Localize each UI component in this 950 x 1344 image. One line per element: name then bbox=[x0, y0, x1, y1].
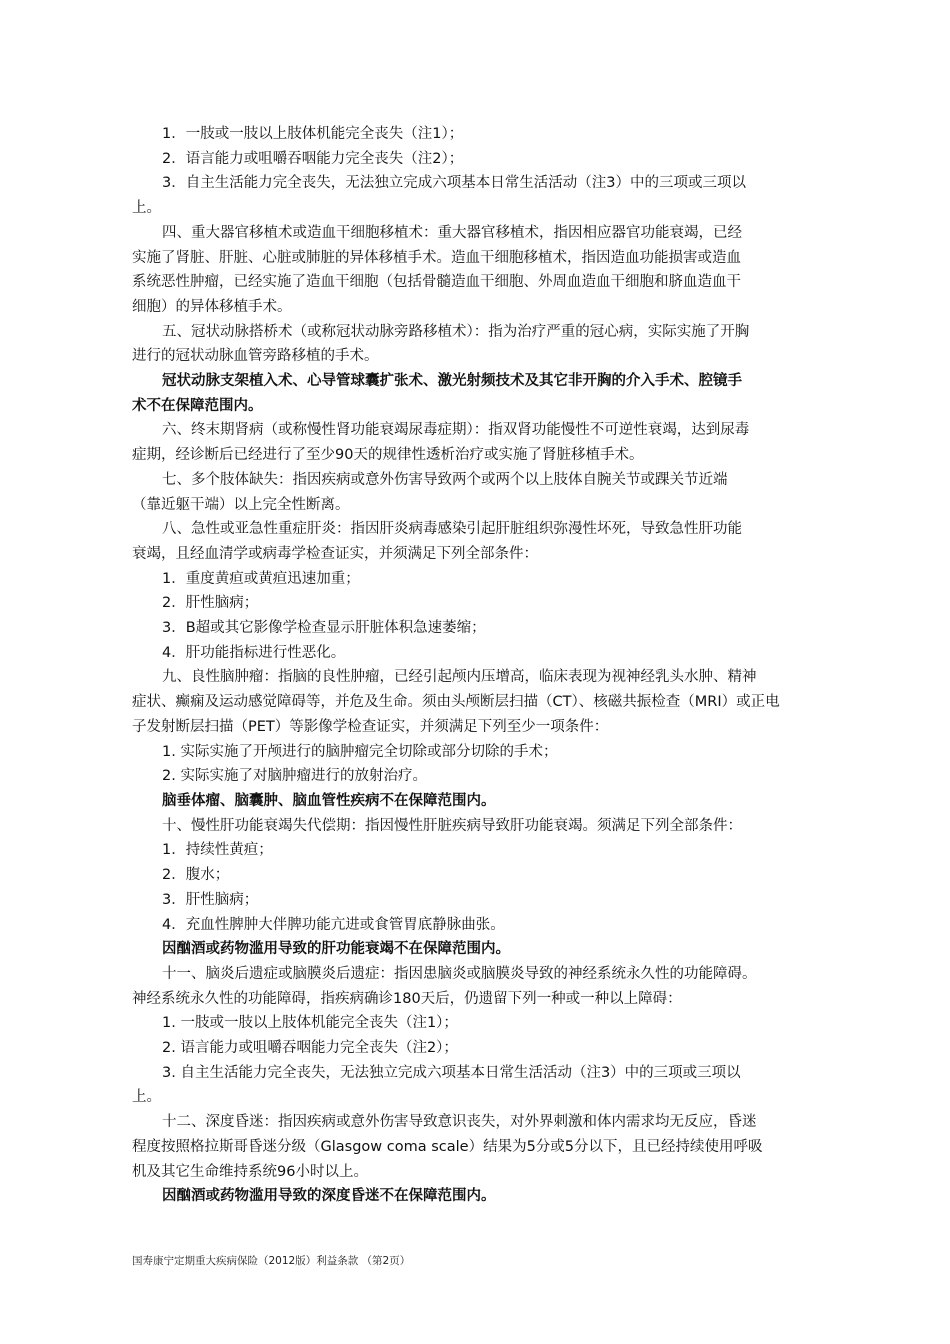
clause-text-line: 程度按照格拉斯哥昏迷分级（Glasgow coma scale）结果为5分或5分以下，且已经持续使用呼吸 bbox=[132, 1138, 763, 1155]
clause-text-line: 子发射断层扫描（PET）等影像学检查证实，并须满足下列至少一项条件： bbox=[132, 718, 609, 735]
clause-text-line: 八、急性或亚急性重症肝炎：指因肝炎病毒感染引起肝脏组织弥漫性坏死，导致急性肝功能 bbox=[162, 521, 742, 538]
clause-text-line: 3. 自主生活能力完全丧失，无法独立完成六项基本日常生活活动（注3）中的三项或三项以 bbox=[162, 1064, 741, 1081]
exclusion-note-line: 术不在保障范围内。 bbox=[132, 397, 263, 414]
clause-text-line: 2. 语言能力或咀嚼吞咽能力完全丧失（注2）； bbox=[162, 1040, 458, 1057]
clause-text-line: 实施了肾脏、肝脏、心脏或肺脏的异体移植手术。造血干细胞移植术，指因造血功能损害或造血 bbox=[132, 249, 741, 266]
clause-text-line: 2．语言能力或咀嚼吞咽能力完全丧失（注2）； bbox=[162, 150, 464, 167]
clause-text-line: 1. 实际实施了开颅进行的脑肿瘤完全切除或部分切除的手术； bbox=[162, 743, 558, 760]
exclusion-note-line: 冠状动脉支架植入术、心导管球囊扩张术、激光射频技术及其它非开胸的介入手术、腔镜手 bbox=[162, 373, 742, 390]
clause-text-line: 3．自主生活能力完全丧失，无法独立完成六项基本日常生活活动（注3）中的三项或三项以 bbox=[162, 175, 746, 192]
clause-text-line: 1．持续性黄疸； bbox=[162, 842, 273, 859]
clause-text-line: 五、冠状动脉搭桥术（或称冠状动脉旁路移植术）：指为治疗严重的冠心病，实际实施了开胸 bbox=[162, 323, 750, 340]
clause-text-line: 4．肝功能指标进行性恶化。 bbox=[162, 644, 346, 661]
clause-text-line: 衰竭，且经血清学或病毒学检查证实，并须满足下列全部条件： bbox=[132, 545, 538, 562]
exclusion-note-line: 因酗酒或药物滥用导致的深度昏迷不在保障范围内。 bbox=[162, 1188, 496, 1205]
clause-text-line: 机及其它生命维持系统96小时以上。 bbox=[132, 1163, 368, 1180]
clause-text-line: 七、多个肢体缺失：指因疾病或意外伤害导致两个或两个以上肢体自腕关节或踝关节近端 bbox=[162, 471, 728, 488]
clause-text-line: 2．肝性脑病； bbox=[162, 595, 259, 612]
clause-text-line: 症期，经诊断后已经进行了至少90天的规律性透析治疗或实施了肾脏移植手术。 bbox=[132, 447, 644, 464]
clause-text-line: 十、慢性肝功能衰竭失代偿期：指因慢性肝脏疾病导致肝功能衰竭。须满足下列全部条件： bbox=[162, 817, 742, 834]
clause-text-line: 四、重大器官移植术或造血干细胞移植术：重大器官移植术，指因相应器官功能衰竭，已经 bbox=[162, 224, 742, 241]
clause-text-line: （靠近躯干端）以上完全性断离。 bbox=[132, 496, 350, 513]
clause-text-line: 九、良性脑肿瘤：指脑的良性肿瘤，已经引起颅内压增高，临床表现为视神经乳头水肿、精神 bbox=[162, 669, 757, 686]
clause-text-line: 2．腹水； bbox=[162, 867, 230, 884]
clause-text-line: 细胞）的异体移植手术。 bbox=[132, 298, 292, 315]
exclusion-note-line: 脑垂体瘤、脑囊肿、脑血管性疾病不在保障范围内。 bbox=[162, 792, 496, 809]
page-footer: 国寿康宁定期重大疾病保险（2012版）利益条款 （第2页） bbox=[132, 1255, 411, 1267]
clause-text-line: 症状、癫痫及运动感觉障碍等，并危及生命。须由头颅断层扫描（CT）、核磁共振检查（MRI）或正电 bbox=[132, 694, 780, 711]
clause-text-line: 1．一肢或一肢以上肢体机能完全丧失（注1）； bbox=[162, 126, 464, 142]
exclusion-note-line: 因酗酒或药物滥用导致的肝功能衰竭不在保障范围内。 bbox=[162, 941, 510, 958]
clause-text-line: 上。 bbox=[132, 200, 161, 217]
clause-text-line: 3．肝性脑病； bbox=[162, 891, 259, 908]
document-body bbox=[132, 122, 822, 1209]
clause-text-line: 神经系统永久性的功能障碍，指疾病确诊180天后，仍遗留下列一种或一种以上障碍： bbox=[132, 990, 682, 1007]
clause-text-line: 六、终末期肾病（或称慢性肾功能衰竭尿毒症期）：指双肾功能慢性不可逆性衰竭，达到尿毒 bbox=[162, 422, 750, 439]
clause-text-line: 4．充血性脾肿大伴脾功能亢进或食管胃底静脉曲张。 bbox=[162, 916, 505, 933]
clause-text-line: 进行的冠状动脉血管旁路移植的手术。 bbox=[132, 348, 379, 365]
clause-text-line: 3．B超或其它影像学检查显示肝脏体积急速萎缩； bbox=[162, 620, 486, 637]
clause-text-line: 1. 一肢或一肢以上肢体机能完全丧失（注1）； bbox=[162, 1015, 458, 1032]
clause-text-line: 1．重度黄疸或黄疸迅速加重； bbox=[162, 570, 360, 587]
clause-text-line: 系统恶性肿瘤，已经实施了造血干细胞（包括骨髓造血干细胞、外周血造血干细胞和脐血造血干 bbox=[132, 274, 741, 291]
clause-text-line: 上。 bbox=[132, 1089, 161, 1106]
clause-text-line: 十二、深度昏迷：指因疾病或意外伤害导致意识丧失，对外界刺激和体内需求均无反应，昏迷 bbox=[162, 1114, 757, 1131]
clause-text-line: 2. 实际实施了对脑肿瘤进行的放射治疗。 bbox=[162, 768, 427, 785]
clause-text-line: 十一、脑炎后遗症或脑膜炎后遗症：指因患脑炎或脑膜炎导致的神经系统永久性的功能障碍。 bbox=[162, 965, 757, 982]
